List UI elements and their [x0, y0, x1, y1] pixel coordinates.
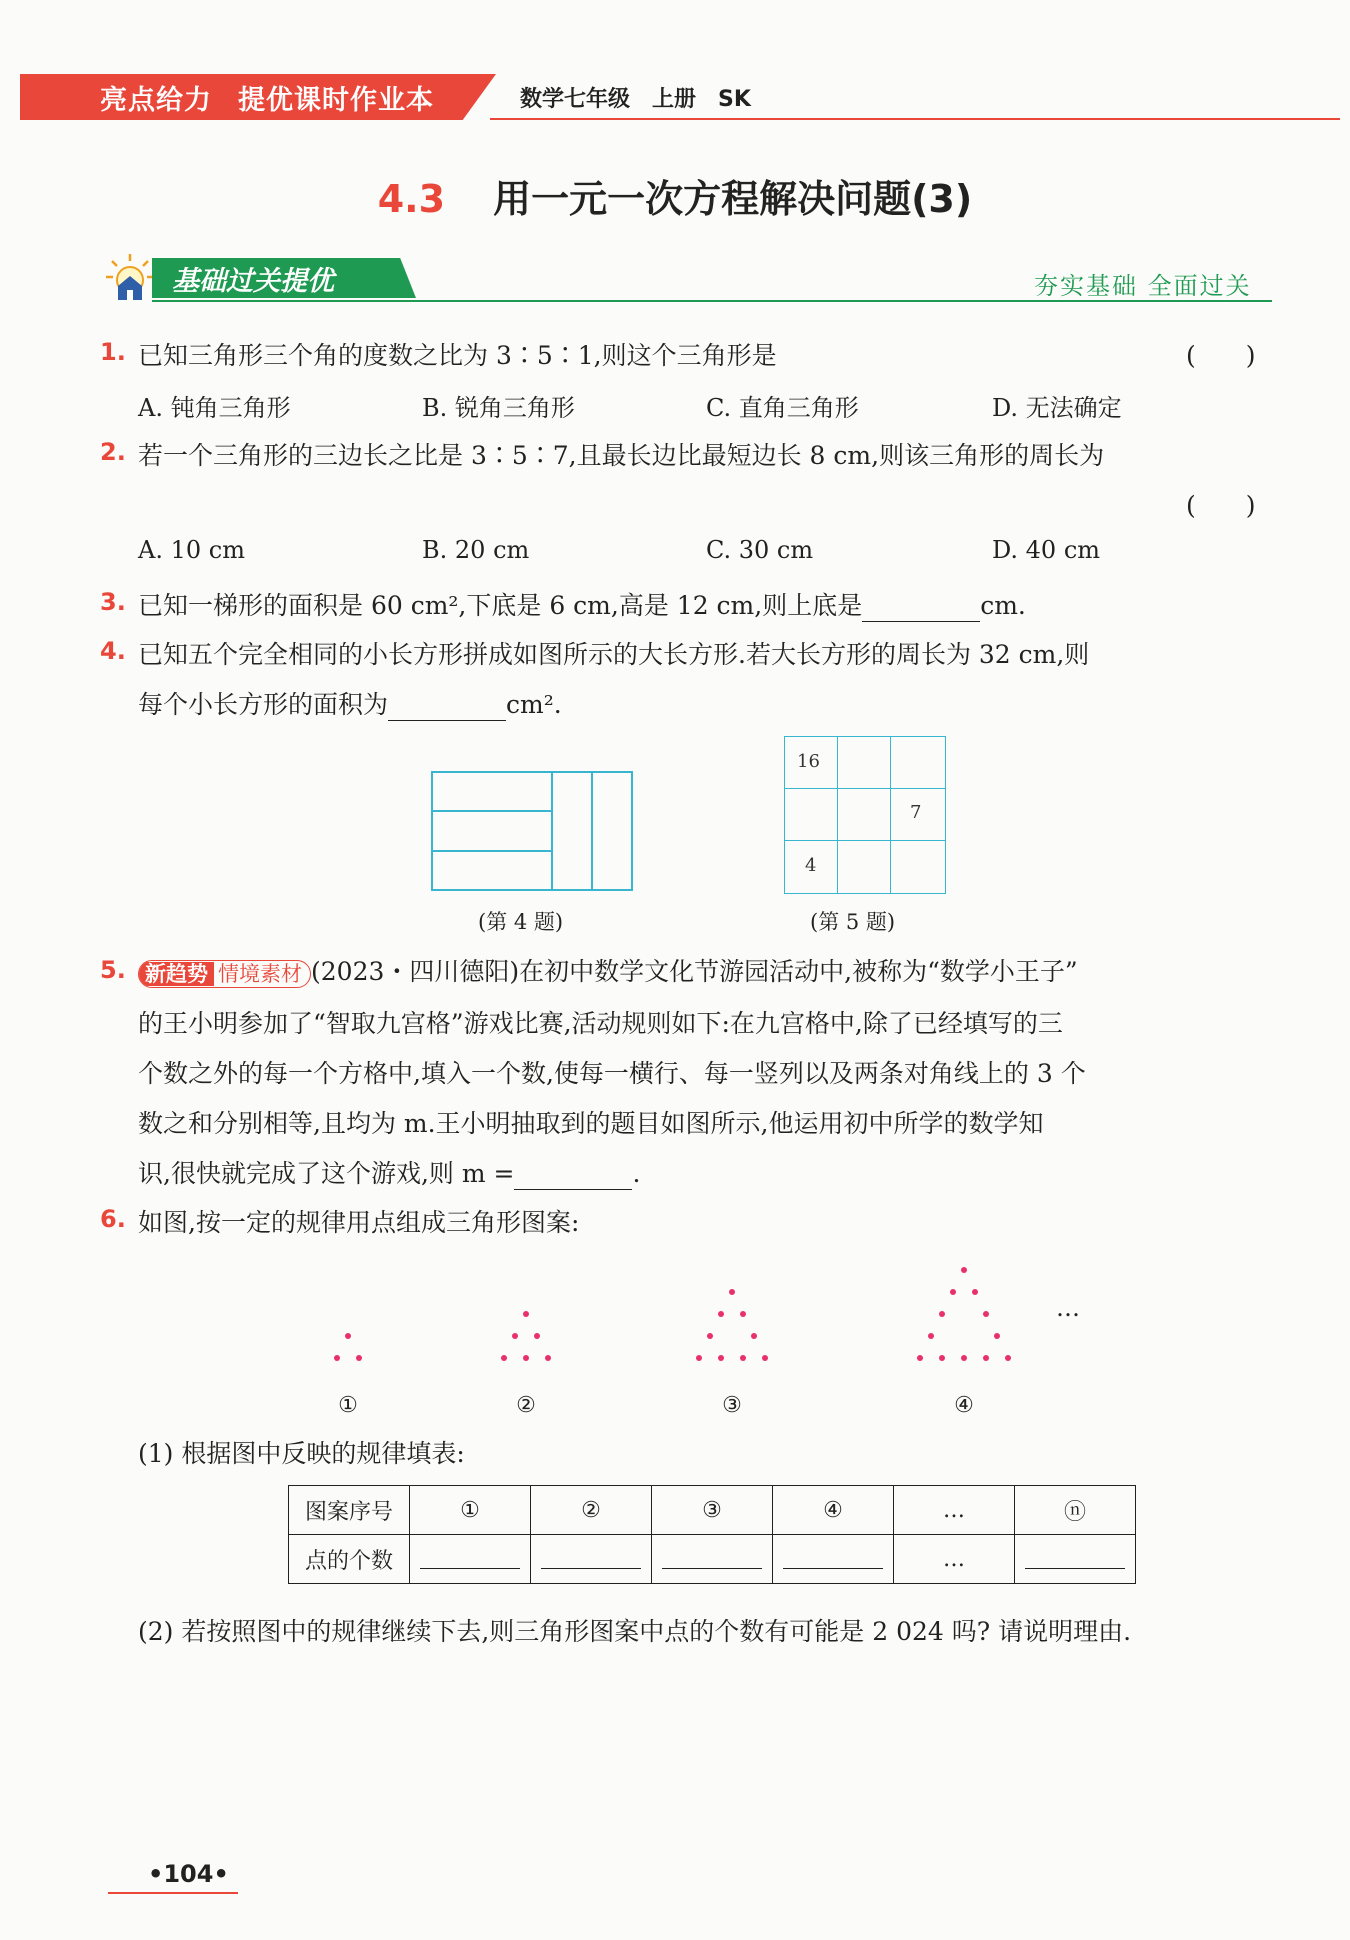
pattern-dot [356, 1355, 362, 1361]
pattern-dot [696, 1355, 702, 1361]
question-text: 每个小长方形的面积为 cm². [138, 690, 562, 719]
sub-question: (1) 根据图中反映的规律填表: [138, 1439, 465, 1468]
table-cell: ③ [652, 1486, 773, 1535]
pattern-label: ③ [722, 1393, 742, 1418]
pattern-dot [961, 1355, 967, 1361]
pattern-dot [512, 1333, 518, 1339]
option-a: A. 钝角三角形 [138, 394, 291, 422]
pattern-dot [994, 1333, 1000, 1339]
table-header: 图案序号 [289, 1486, 410, 1535]
pattern-dot [523, 1355, 529, 1361]
answer-parentheses: ( ) [1186, 491, 1256, 520]
question-text: 若一个三角形的三边长之比是 3∶5∶7,且最长边比最短边长 8 cm,则该三角形的周长为 [138, 441, 1105, 470]
pattern-dot [939, 1355, 945, 1361]
table-cell: … [894, 1535, 1015, 1584]
question-text: 数之和分别相等,且均为 m.王小明抽取到的题目如图所示,他运用初中所学的数学知 [138, 1109, 1044, 1138]
pattern-dot [939, 1311, 945, 1317]
series-brand: 亮点给力 提优课时作业本 [100, 85, 434, 116]
section-title: 基础过关提优 [172, 266, 334, 297]
fill-table [288, 1485, 1136, 1584]
option-d: D. 无法确定 [992, 394, 1122, 422]
lesson-name: 用一元一次方程解决问题(3) [493, 177, 973, 221]
question-number: 2. [100, 438, 126, 466]
table-answer-cell[interactable] [1015, 1535, 1136, 1584]
lesson-number: 4.3 [377, 177, 446, 221]
answer-blank[interactable] [514, 1163, 632, 1190]
pattern-dot [707, 1333, 713, 1339]
question-text: 个数之外的每一个方格中,填入一个数,使每一横行、每一竖列以及两条对角线上的 3 个 [138, 1059, 1086, 1088]
pattern-dot [501, 1355, 507, 1361]
pattern-dot [1005, 1355, 1011, 1361]
option-c: C. 直角三角形 [706, 394, 859, 422]
question-text: 已知一梯形的面积是 60 cm²,下底是 6 cm,高是 12 cm,则上底是 cm. [138, 591, 1026, 620]
grid-cell-value: 7 [910, 802, 922, 823]
trend-tag: 新趋势 情境素材 [138, 960, 311, 988]
table-cell: ① [410, 1486, 531, 1535]
pattern-dot [751, 1333, 757, 1339]
table-answer-cell[interactable] [652, 1535, 773, 1584]
answer-blank[interactable] [862, 595, 980, 622]
pattern-dot [983, 1355, 989, 1361]
question-text: 的王小明参加了“智取九宫格”游戏比赛,活动规则如下:在九宫格中,除了已经填写的三 [138, 1009, 1063, 1038]
pattern-dot [983, 1311, 989, 1317]
table-row [289, 1535, 1136, 1584]
pattern-dot [334, 1355, 340, 1361]
pattern-dot [740, 1311, 746, 1317]
grid-cell-value: 16 [797, 751, 820, 772]
question-text: 如图,按一定的规律用点组成三角形图案: [138, 1208, 580, 1237]
footer-rule [108, 1892, 238, 1894]
question-number: 3. [100, 588, 126, 616]
pattern-ellipsis: … [1056, 1294, 1080, 1322]
dot-triangle-patterns [300, 1240, 1120, 1420]
pattern-label: ① [338, 1393, 358, 1418]
pattern-dot [718, 1355, 724, 1361]
option-b: B. 20 cm [422, 536, 530, 564]
pattern-dot [534, 1333, 540, 1339]
table-row [289, 1486, 1136, 1535]
answer-parentheses: ( ) [1186, 341, 1256, 370]
table-header: 点的个数 [289, 1535, 410, 1584]
pattern-dot [961, 1267, 967, 1273]
lightbulb-house-icon [104, 252, 156, 304]
question-number: 5. [100, 956, 126, 984]
table-answer-cell[interactable] [773, 1535, 894, 1584]
pattern-dot [972, 1289, 978, 1295]
table-cell: … [894, 1486, 1015, 1535]
pattern-dot [762, 1355, 768, 1361]
figure-caption: (第 5 题) [810, 910, 896, 934]
figure-caption: (第 4 题) [478, 910, 564, 934]
option-b: B. 锐角三角形 [422, 394, 575, 422]
question-text: 已知五个完全相同的小长方形拼成如图所示的大长方形.若大长方形的周长为 32 cm,则 [138, 640, 1090, 669]
header-rule [490, 118, 1340, 120]
section-rule [152, 300, 1272, 302]
question-number: 1. [100, 338, 126, 366]
option-d: D. 40 cm [992, 536, 1101, 564]
pattern-dot [950, 1289, 956, 1295]
question-text: 已知三角形三个角的度数之比为 3∶5∶1,则这个三角形是 [138, 341, 777, 370]
option-c: C. 30 cm [706, 536, 814, 564]
question-text: 新趋势 情境素材 (2023・四川德阳)在初中数学文化节游园活动中,被称为“数学小王子” [138, 952, 1078, 988]
grid-cell-value: 4 [805, 855, 817, 876]
table-cell: ④ [773, 1486, 894, 1535]
table-answer-cell[interactable] [410, 1535, 531, 1584]
option-a: A. 10 cm [138, 536, 245, 564]
section-motto: 夯实基础 全面过关 [1034, 272, 1252, 300]
figure-4-rectangles [430, 770, 636, 894]
pattern-dot [345, 1333, 351, 1339]
pattern-label: ② [516, 1393, 536, 1418]
pattern-dot [545, 1355, 551, 1361]
figure-5-grid [784, 736, 946, 894]
question-number: 6. [100, 1205, 126, 1233]
table-cell: ⓝ [1015, 1486, 1136, 1535]
pattern-dot [928, 1333, 934, 1339]
pattern-dot [718, 1311, 724, 1317]
pattern-dot [729, 1289, 735, 1295]
page-number: •104• [148, 1860, 229, 1888]
book-title: 数学七年级 上册 SK [520, 87, 751, 112]
pattern-dot [917, 1355, 923, 1361]
table-answer-cell[interactable] [531, 1535, 652, 1584]
answer-blank[interactable] [388, 694, 506, 721]
pattern-dot [523, 1311, 529, 1317]
pattern-label: ④ [954, 1393, 974, 1418]
question-number: 4. [100, 637, 126, 665]
table-cell: ② [531, 1486, 652, 1535]
lesson-title [0, 168, 1350, 223]
pattern-dot [740, 1355, 746, 1361]
question-text: 识,很快就完成了这个游戏,则 m = . [138, 1159, 641, 1188]
sub-question: (2) 若按照图中的规律继续下去,则三角形图案中点的个数有可能是 2 024 吗? 请说明理由. [138, 1617, 1132, 1646]
